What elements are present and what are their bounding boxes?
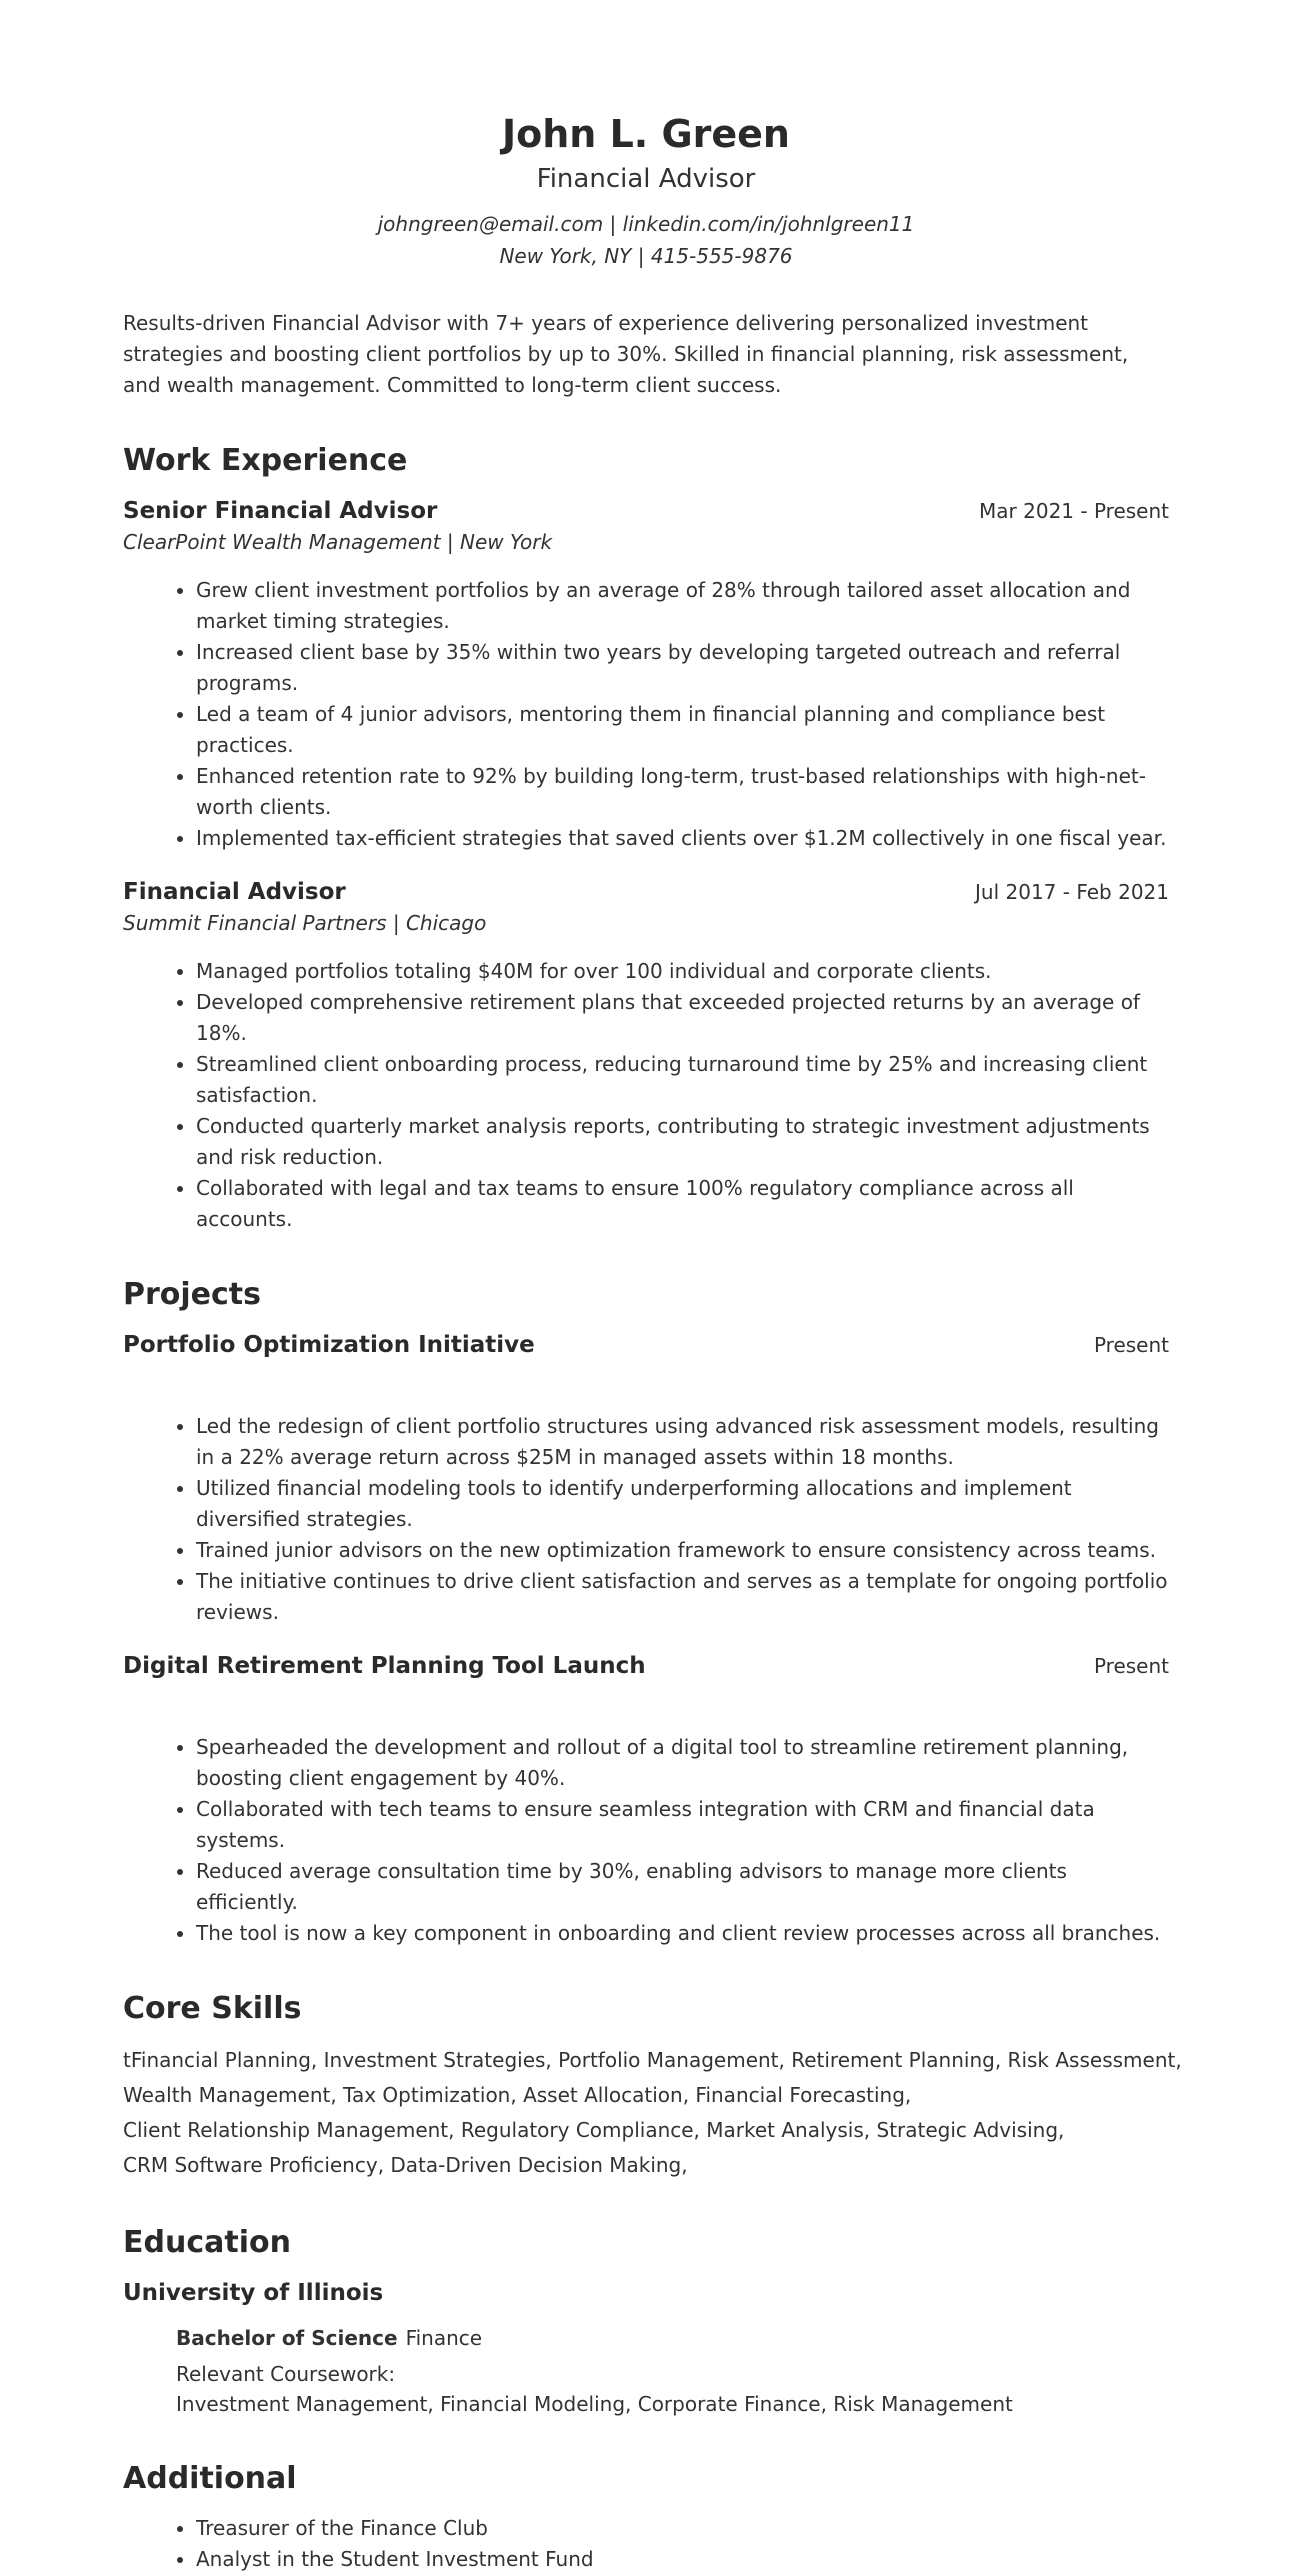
- job-title: Senior Financial Advisor: [123, 498, 438, 524]
- bullet-item: • Led a team of 4 junior advisors, mentoring them in financial planning and compliance best practices.: [196, 699, 1169, 761]
- section-title-education: Education: [123, 2225, 291, 2260]
- degree-name: Bachelor of Science: [176, 2326, 398, 2350]
- bullet-item: • The initiative continues to drive client satisfaction and serves as a template for ongoing portfolio reviews.: [196, 1566, 1169, 1628]
- project-title: Digital Retirement Planning Tool Launch: [123, 1653, 646, 1679]
- job-entry: [123, 876, 1169, 1235]
- additional-section: [123, 2459, 1169, 2575]
- skills-line: Wealth Management, Tax Optimization, Asset Allocation, Financial Forecasting,: [123, 2083, 912, 2107]
- contact-line-location-phone: New York, NY | 415-555-9876: [499, 244, 793, 268]
- section-title-core-skills: Core Skills: [123, 1991, 302, 2026]
- project-bullets: [123, 1732, 1169, 1949]
- degree-field: Finance: [405, 2326, 483, 2350]
- additional-list: [123, 2513, 1169, 2575]
- project-entry: [123, 1650, 1169, 1949]
- section-title-work-experience: Work Experience: [123, 443, 408, 478]
- job-bullets: [123, 956, 1169, 1235]
- contact-line-email-linkedin: johngreen@email.com | linkedin.com/in/johnlgreen11: [377, 212, 915, 236]
- project-date: Present: [1093, 1333, 1169, 1357]
- projects-section: [123, 1275, 1169, 1949]
- bullet-item: • Streamlined client onboarding process, reducing turnaround time by 25% and increasing client satisfaction.: [196, 1049, 1169, 1111]
- resume-header: [123, 110, 1169, 272]
- bullet-item: • Developed comprehensive retirement plans that exceeded projected returns by an average of 18%.: [196, 987, 1169, 1049]
- bullet-item: • Spearheaded the development and rollout of a digital tool to streamline retirement planning, boosting client engagement by 40%.: [196, 1732, 1169, 1794]
- degree-line: [176, 2323, 1169, 2353]
- additional-item: • Treasurer of the Finance Club: [196, 2513, 1169, 2544]
- job-entry: [123, 495, 1169, 854]
- skills-line: Client Relationship Management, Regulatory Compliance, Market Analysis, Strategic Advising,: [123, 2118, 1065, 2142]
- project-date: Present: [1093, 1654, 1169, 1678]
- contact-info: [123, 208, 1169, 272]
- bullet-item: • Implemented tax-efficient strategies that saved clients over $1.2M collectively in one fiscal year.: [196, 823, 1169, 854]
- bullet-item: • Enhanced retention rate to 92% by building long-term, trust-based relationships with high-net-worth clients.: [196, 761, 1169, 823]
- skills-line: CRM Software Proficiency, Data-Driven Decision Making,: [123, 2153, 688, 2177]
- job-bullets: [123, 575, 1169, 854]
- project-bullets: [123, 1411, 1169, 1628]
- summary-paragraph: Results-driven Financial Advisor with 7+ years of experience delivering personalized investment strategies and boosting client portfolios by up to 30%. Skilled in financial planning, risk assessment, and wealth management. Committed to long-term client success.: [123, 311, 1129, 397]
- job-title: Financial Advisor: [123, 879, 346, 905]
- job-date: Jul 2017 - Feb 2021: [975, 880, 1169, 904]
- school-name: University of Illinois: [123, 2280, 384, 2306]
- work-experience-section: [123, 441, 1169, 1235]
- section-title-additional: Additional: [123, 2461, 297, 2496]
- bullet-item: • Grew client investment portfolios by an average of 28% through tailored asset allocation and market timing strategies.: [196, 575, 1169, 637]
- education-details: [123, 2323, 1169, 2419]
- project-title: Portfolio Optimization Initiative: [123, 1332, 535, 1358]
- bullet-item: • Conducted quarterly market analysis reports, contributing to strategic investment adjustments and risk reduction.: [196, 1111, 1169, 1173]
- job-company: ClearPoint Wealth Management | New York: [123, 530, 553, 554]
- skills-section: [123, 1989, 1182, 2183]
- bullet-item: • The tool is now a key component in onboarding and client review processes across all branches.: [196, 1918, 1169, 1949]
- bullet-item: • Trained junior advisors on the new optimization framework to ensure consistency across teams.: [196, 1535, 1169, 1566]
- job-company: Summit Financial Partners | Chicago: [123, 911, 487, 935]
- bullet-item: • Collaborated with legal and tax teams to ensure 100% regulatory compliance across all accounts.: [196, 1173, 1169, 1235]
- bullet-item: • Managed portfolios totaling $40M for over 100 individual and corporate clients.: [196, 956, 1169, 987]
- additional-item: • Analyst in the Student Investment Fund: [196, 2544, 1169, 2575]
- job-date: Mar 2021 - Present: [979, 499, 1169, 523]
- bullet-item: • Increased client base by 35% within two years by developing targeted outreach and referral programs.: [196, 637, 1169, 699]
- education-section: [123, 2223, 1169, 2419]
- bullet-item: • Utilized financial modeling tools to identify underperforming allocations and implement diversified strategies.: [196, 1473, 1169, 1535]
- bullet-item: • Led the redesign of client portfolio structures using advanced risk assessment models, resulting in a 22% average return across $25M in managed assets within 18 months.: [196, 1411, 1169, 1473]
- coursework-list: Investment Management, Financial Modeling, Corporate Finance, Risk Management: [176, 2392, 1013, 2416]
- coursework-label: Relevant Coursework:: [176, 2362, 396, 2386]
- project-entry: [123, 1329, 1169, 1628]
- candidate-name: John L. Green: [502, 112, 790, 156]
- skills-list: [123, 2043, 1182, 2183]
- skills-line: tFinancial Planning, Investment Strategies, Portfolio Management, Retirement Planning, Risk Assessment,: [123, 2048, 1182, 2072]
- section-title-projects: Projects: [123, 1277, 262, 1312]
- bullet-item: • Collaborated with tech teams to ensure seamless integration with CRM and financial data systems.: [196, 1794, 1169, 1856]
- bullet-item: • Reduced average consultation time by 30%, enabling advisors to manage more clients efficiently.: [196, 1856, 1169, 1918]
- candidate-role: Financial Advisor: [536, 164, 756, 194]
